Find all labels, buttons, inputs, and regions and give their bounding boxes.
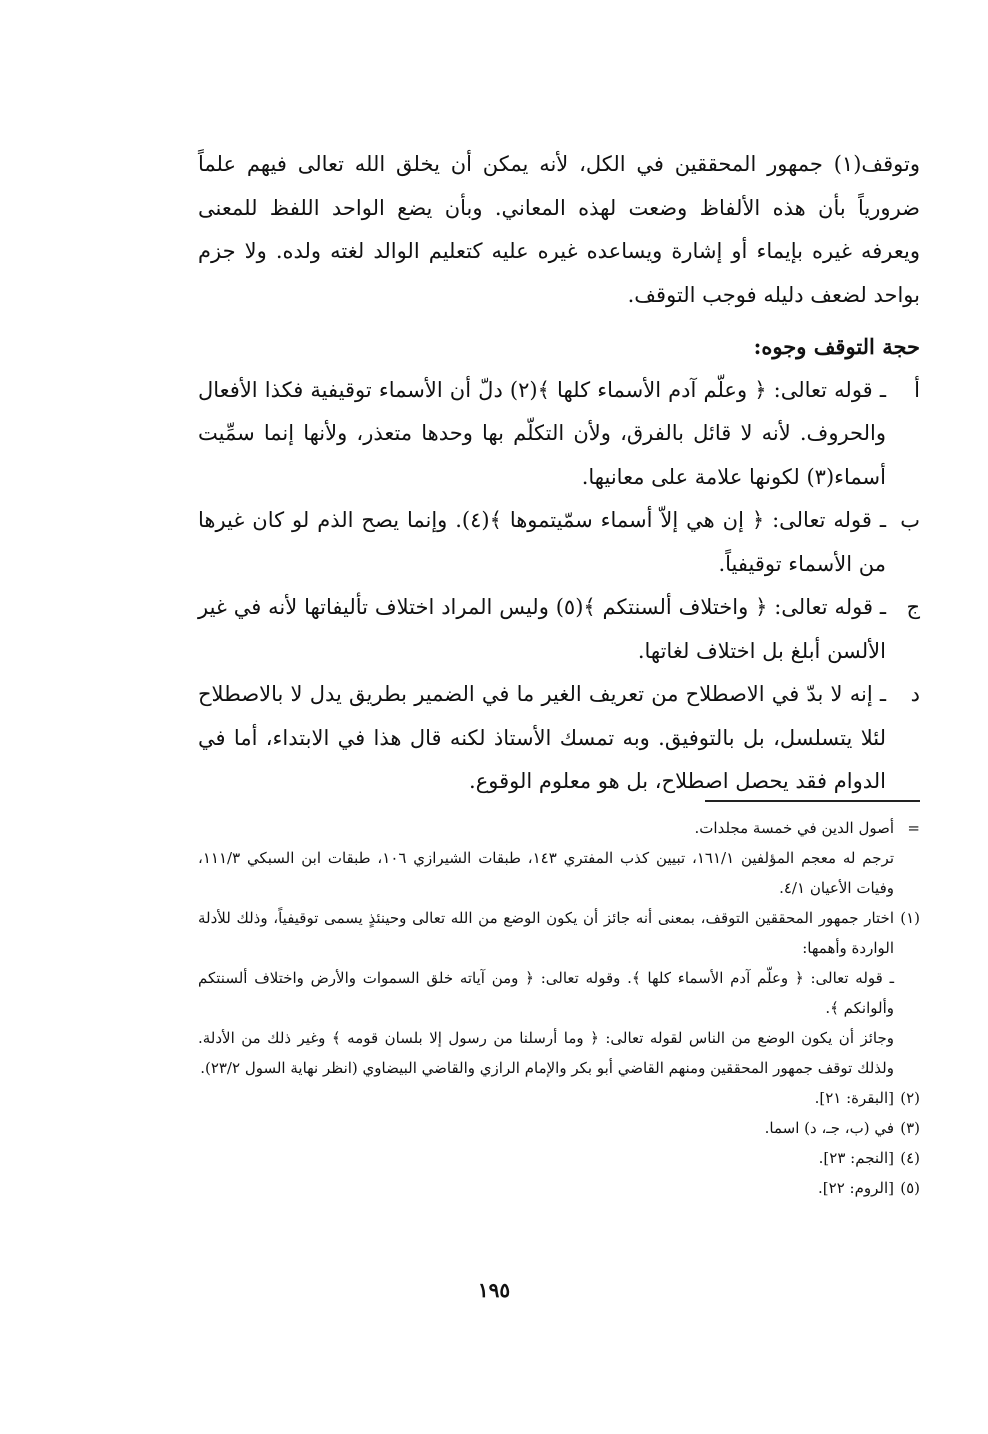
footnote-text: [النجم: ٢٣]. (818, 1149, 894, 1167)
item-marker: د (910, 682, 920, 706)
footnote-text: [الروم: ٢٢]. (818, 1179, 894, 1197)
footnotes (198, 813, 920, 1203)
footnote-line: وجائز أن يكون الوضع من الناس لقوله تعالى: ﴿ وما أرسلنا من رسول إلا بلسان قومه ﴾ وغير ذلك من الأدلة. ولذلك توقف جمهور المحققين ومنهم القاضي أبو بكر والإمام الرازي والقاضي البيضاوي (انظر نهاية السول ٢٣/٢). (198, 1029, 894, 1077)
argument-item (198, 586, 920, 673)
continuation-marker: = (907, 819, 920, 837)
footnote-continued (198, 813, 920, 843)
main-text (198, 143, 920, 804)
footnote (198, 1143, 920, 1173)
footnote-separator (705, 800, 920, 802)
item-text: ـ قوله تعالى: ﴿ إن هي إلاّ أسماء سمّيتموها ﴾(٤). وإنما يصح الذم لو كان غيرها من الأسماء توقيفياً. (198, 508, 886, 576)
footnote-number: (٤) (900, 1149, 920, 1167)
argument-item (198, 673, 920, 804)
item-marker: ج (906, 595, 920, 619)
footnote-text: [البقرة: ٢١]. (814, 1089, 894, 1107)
footnote-number: (٣) (900, 1119, 920, 1137)
footnote-line: ـ قوله تعالى: ﴿ وعلّم آدم الأسماء كلها ﴾. وقوله تعالى: ﴿ ومن آياته خلق السموات والأرض واختلاف ألسنتكم وألوانكم ﴾. (198, 969, 894, 1017)
argument-item (198, 499, 920, 586)
intro-paragraph: وتوقف(١) جمهور المحققين في الكل، لأنه يمكن أن يخلق الله تعالى فيهم علماً ضرورياً بأن هذه الألفاظ وضعت لهذه المعاني. وبأن يضع الواحد اللفظ للمعنى ويعرفه غيره بإيماء أو إشارة ويساعده غيره عليه كتعليم الوالد لغته ولده. ولا جزم بواحد لضعف دليله فوجب التوقف. (198, 152, 920, 307)
item-text: ـ إنه لا بدّ في الاصطلاح من تعريف الغير ما في الضمير بطريق يدل لا بالاصطلاح لئلا يتسلسل، بل بالتوفيق. وبه تمسك الأستاذ لكنه قال هذا في الابتداء، أما في الدوام فقد يحصل اصطلاح، بل هو معلوم الوقوع. (198, 682, 886, 793)
footnote (198, 1113, 920, 1143)
footnote (198, 1173, 920, 1203)
footnote-text: أصول الدين في خمسة مجلدات. (694, 819, 894, 837)
footnote-text: اختار جمهور المحققين التوقف، بمعنى أنه جائز أن يكون الوضع من الله تعالى وحينئذٍ يسمى توقيفياً، وذلك للأدلة الواردة وأهمها: (198, 909, 894, 957)
item-text: ـ قوله تعالى: ﴿ وعلّم آدم الأسماء كلها ﴾(٢) دلّ أن الأسماء توقيفية فكذا الأفعال والحروف. لأنه لا قائل بالفرق، ولأن التكلّم بها وحدها متعذر، ولأنها إنما سمِّيت أسماء(٣) لكونها علامة على معانيها. (198, 377, 886, 489)
footnote-number: (١) (900, 909, 920, 927)
footnote (198, 1083, 920, 1113)
section-heading: حجة التوقف وجوه: (753, 334, 920, 359)
item-marker: أ (914, 377, 920, 402)
page-number: ١٩٥ (477, 1278, 511, 1302)
footnote-number: (٢) (900, 1089, 920, 1107)
footnote-text: في (ب، جـ، د) اسما. (764, 1119, 894, 1137)
item-text: ـ قوله تعالى: ﴿ واختلاف ألسنتكم ﴾(٥) وليس المراد اختلاف تأليفاتها لأنه في غير الألسن أبلغ بل اختلاف لغاتها. (198, 595, 886, 663)
footnote-number: (٥) (900, 1179, 920, 1197)
footnote-continued-line: ترجم له معجم المؤلفين ١٦١/١، تبيين كذب المفتري ١٤٣، طبقات الشيرازي ١٠٦، طبقات ابن السبكي ١١١/٣، وفيات الأعيان ٤/١. (198, 849, 894, 897)
argument-item (198, 369, 920, 500)
footnote (198, 903, 920, 963)
item-marker: ب (900, 508, 920, 532)
